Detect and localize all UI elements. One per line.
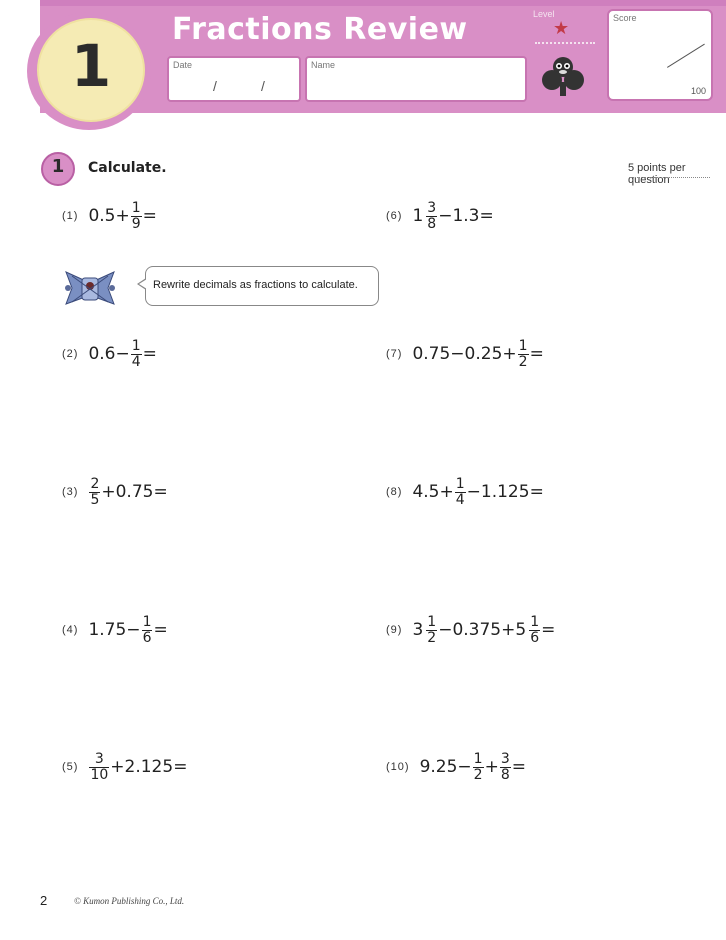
fraction [426, 201, 437, 232]
numerator: 3 [500, 750, 510, 767]
copyright: © Kumon Publishing Co., Ltd. [74, 896, 185, 906]
page-number: 2 [40, 893, 48, 908]
denominator: 4 [131, 353, 141, 370]
problem-label: (10) [386, 761, 410, 773]
math-text: +0.75= [101, 482, 168, 502]
numerator: 1 [518, 337, 528, 354]
numerator: 3 [94, 750, 104, 767]
denominator: 2 [427, 629, 437, 646]
problem-label: (5) [62, 761, 79, 773]
math-text: 0.5+ [88, 206, 130, 226]
fraction [455, 477, 466, 508]
mixed-whole: 5 [515, 620, 527, 640]
math-text: −1.125= [466, 482, 544, 502]
hint-text: Rewrite decimals as fractions to calculate. [153, 279, 358, 291]
problem-4 [62, 610, 168, 650]
date-separator: / [261, 78, 265, 94]
math-text: = [142, 206, 157, 226]
math-text: 0.6− [88, 344, 130, 364]
problem-1 [62, 196, 157, 236]
date-separator: / [213, 78, 217, 94]
level-divider [535, 42, 595, 44]
star-icon: ★ [553, 18, 570, 39]
denominator: 4 [455, 491, 465, 508]
header-band-top [40, 0, 726, 6]
denominator: 10 [90, 766, 109, 783]
math-text: = [529, 344, 544, 364]
math-text: 9.25− [419, 757, 472, 777]
score-slash [667, 44, 705, 68]
math-text: = [511, 757, 527, 777]
numerator: 1 [427, 613, 437, 630]
fraction [89, 752, 109, 783]
math-text: 1.75− [88, 620, 141, 640]
fraction [89, 477, 100, 508]
numerator: 2 [90, 475, 100, 492]
problem-7 [386, 334, 544, 374]
math-text: +2.125= [110, 757, 188, 777]
problem-label: (3) [62, 486, 79, 498]
numerator: 1 [142, 613, 152, 630]
problem-10 [386, 747, 526, 787]
lesson-number: 1 [70, 32, 112, 100]
problem-6 [386, 196, 494, 236]
name-field[interactable] [305, 56, 527, 102]
page-title: Fractions Review [172, 12, 468, 47]
math-text: = [153, 620, 168, 640]
denominator: 5 [90, 491, 100, 508]
problem-8 [386, 472, 544, 512]
hint-bubble-tail-inner [139, 279, 147, 289]
fraction [131, 201, 142, 232]
club-mascot-icon [541, 54, 585, 98]
numerator: 3 [427, 199, 437, 216]
score-field[interactable] [607, 9, 713, 101]
problem-label: (4) [62, 624, 79, 636]
mixed-whole: 3 [412, 620, 424, 640]
section-instruction: Calculate. [88, 160, 167, 176]
fraction [529, 615, 540, 646]
denominator: 8 [500, 766, 510, 783]
score-max: 100 [690, 86, 706, 96]
problem-label: (8) [386, 486, 403, 498]
date-field[interactable] [167, 56, 301, 102]
fraction [500, 752, 511, 783]
numerator: 1 [131, 337, 141, 354]
problem-label: (9) [386, 624, 403, 636]
fraction [518, 339, 529, 370]
denominator: 9 [131, 215, 141, 232]
score-label: Score [613, 13, 637, 23]
denominator: 2 [518, 353, 528, 370]
points-note: 5 points per question [628, 162, 686, 186]
mixed-whole: 1 [412, 206, 424, 226]
math-text: 0.75−0.25+ [412, 344, 517, 364]
numerator: 1 [455, 475, 465, 492]
math-text: 4.5+ [412, 482, 454, 502]
problem-3 [62, 472, 168, 512]
denominator: 8 [427, 215, 437, 232]
math-text: = [142, 344, 157, 364]
problem-5 [62, 747, 187, 787]
robot-helper-icon [58, 266, 122, 308]
fraction [142, 615, 153, 646]
numerator: 1 [131, 199, 141, 216]
section-number: 1 [51, 156, 65, 177]
points-underline [630, 177, 710, 178]
level-label: Level [533, 9, 555, 19]
problem-2 [62, 334, 157, 374]
denominator: 6 [530, 629, 540, 646]
problem-label: (2) [62, 348, 79, 360]
problem-label: (1) [62, 210, 79, 222]
denominator: 2 [473, 766, 483, 783]
problem-9 [386, 610, 555, 650]
math-text: = [541, 620, 556, 640]
math-text: −0.375+ [438, 620, 516, 640]
fraction [473, 752, 484, 783]
problem-label: (7) [386, 348, 403, 360]
fraction [131, 339, 142, 370]
denominator: 6 [142, 629, 152, 646]
problem-label: (6) [386, 210, 403, 222]
numerator: 1 [473, 750, 483, 767]
fraction [426, 615, 437, 646]
date-label: Date [173, 60, 193, 70]
numerator: 1 [530, 613, 540, 630]
math-text: −1.3= [438, 206, 494, 226]
math-text: + [484, 757, 499, 777]
name-label: Name [311, 60, 336, 70]
